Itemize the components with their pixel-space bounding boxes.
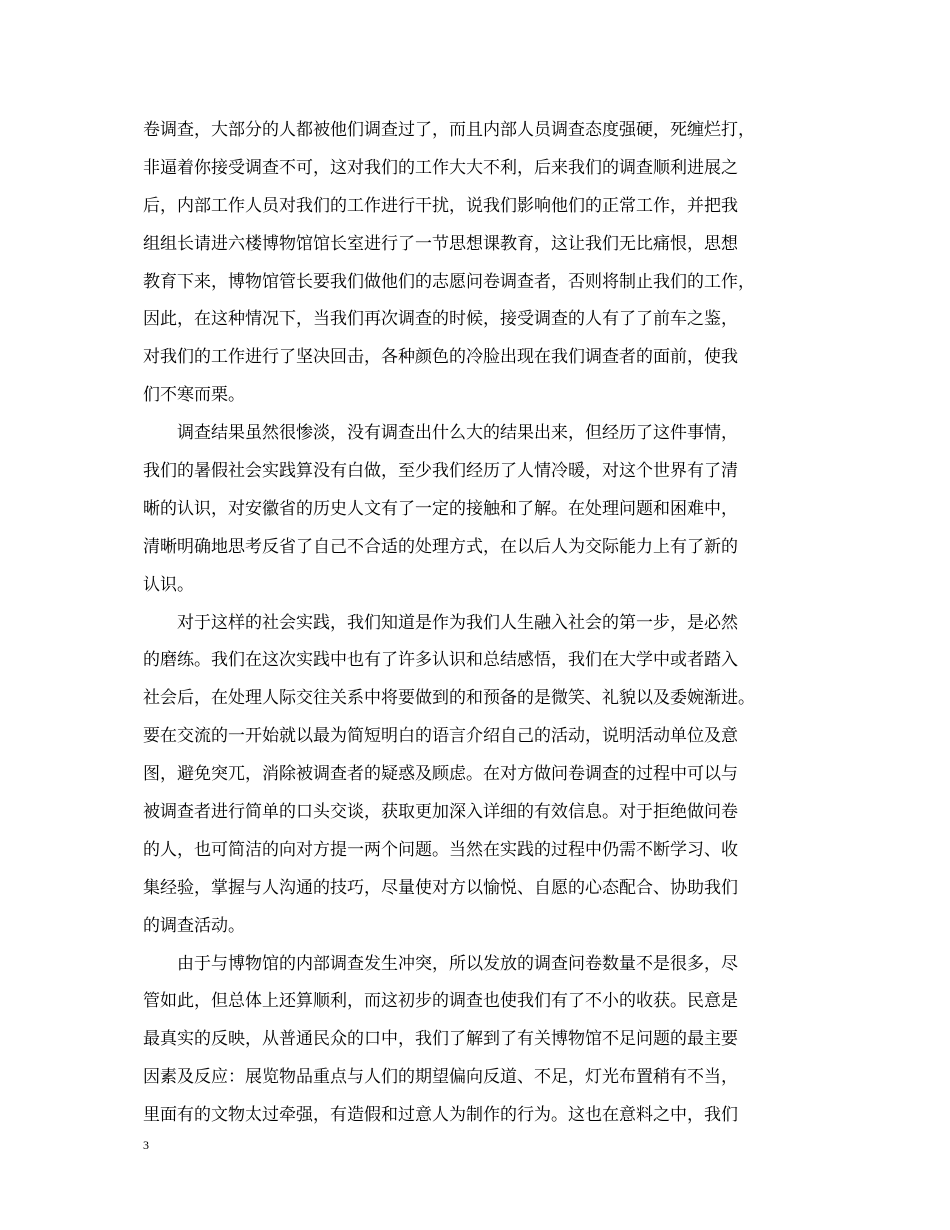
text-line: 要在交流的一开始就以最为简短明白的语言介绍自己的活动，说明活动单位及意 <box>143 726 738 747</box>
page-number: 3 <box>143 1138 149 1152</box>
text-line: 集经验，掌握与人沟通的技巧，尽量使对方以愉悦、自愿的心态配合、协助我们 <box>143 877 738 898</box>
text-line: 里面有的文物太过牵强，有造假和过意人为制作的行为。这也在意料之中，我们 <box>143 1105 738 1126</box>
text-line: 最真实的反映，从普通民众的口中，我们了解到了有关博物馆不足问题的最主要 <box>143 1029 738 1050</box>
text-line: 清晰明确地思考反省了自己不合适的处理方式，在以后人为交际能力上有了新的 <box>143 536 738 557</box>
text-line: 认识。 <box>143 574 194 595</box>
text-line: 的调查活动。 <box>143 915 245 936</box>
text-line: 被调查者进行简单的口头交谈，获取更加深入详细的有效信息。对于拒绝做问卷 <box>143 802 738 823</box>
text-line: 因素及反应：展览物品重点与人们的期望偏向反道、不足，灯光布置稍有不当， <box>143 1067 738 1088</box>
body-text <box>143 112 823 1135</box>
text-line: 我们的暑假社会实践算没有白做，至少我们经历了人情冷暖，对这个世界有了清 <box>143 461 738 482</box>
text-line: 卷调查，大部分的人都被他们调查过了，而且内部人员调查态度强硬，死缠烂打， <box>143 120 755 140</box>
text-line: 图，避免突兀，消除被调查者的疑惑及顾虑。在对方做问卷调查的过程中可以与 <box>143 764 738 785</box>
text-line: 们不寒而栗。 <box>143 385 245 406</box>
text-line: 晰的认识，对安徽省的历史人文有了一定的接触和了解。在处理问题和困难中， <box>143 498 738 519</box>
text-line: 的磨练。我们在这次实践中也有了许多认识和总结感悟，我们在大学中或者踏入 <box>143 650 738 671</box>
text-line: 社会后，在处理人际交往关系中将要做到的和预备的是微笑、礼貌以及委婉渐进。 <box>143 688 755 709</box>
text-line: 教育下来，博物馆管长要我们做他们的志愿问卷调查者，否则将制止我们的工作， <box>143 271 755 292</box>
paragraph-start-line: 对于这样的社会实践，我们知道是作为我们人生融入社会的第一步，是必然 <box>177 612 738 633</box>
paragraph-start-line: 调查结果虽然很惨淡，没有调查出什么大的结果出来，但经历了这件事情， <box>177 423 738 444</box>
text-line: 管如此，但总体上还算顺利，而这初步的调查也使我们有了不小的收获。民意是 <box>143 991 738 1012</box>
text-line: 对我们的工作进行了坚决回击，各种颜色的冷脸出现在我们调查者的面前，使我 <box>143 347 738 368</box>
text-line: 非逼着你接受调查不可，这对我们的工作大大不利，后来我们的调查顺利进展之 <box>143 157 738 178</box>
text-line: 的人，也可简洁的向对方提一两个问题。当然在实践的过程中仍需不断学习、收 <box>143 839 738 860</box>
text-line: 后，内部工作人员对我们的工作进行干扰，说我们影响他们的正常工作，并把我 <box>143 195 738 216</box>
text-line: 组组长请进六楼博物馆馆长室进行了一节思想课教育，这让我们无比痛恨，思想 <box>143 233 738 254</box>
paragraph-start-line: 由于与博物馆的内部调查发生冲突，所以发放的调查问卷数量不是很多，尽 <box>177 953 738 974</box>
text-line: 因此，在这种情况下，当我们再次调查的时候，接受调查的人有了了前车之鉴， <box>143 309 738 330</box>
